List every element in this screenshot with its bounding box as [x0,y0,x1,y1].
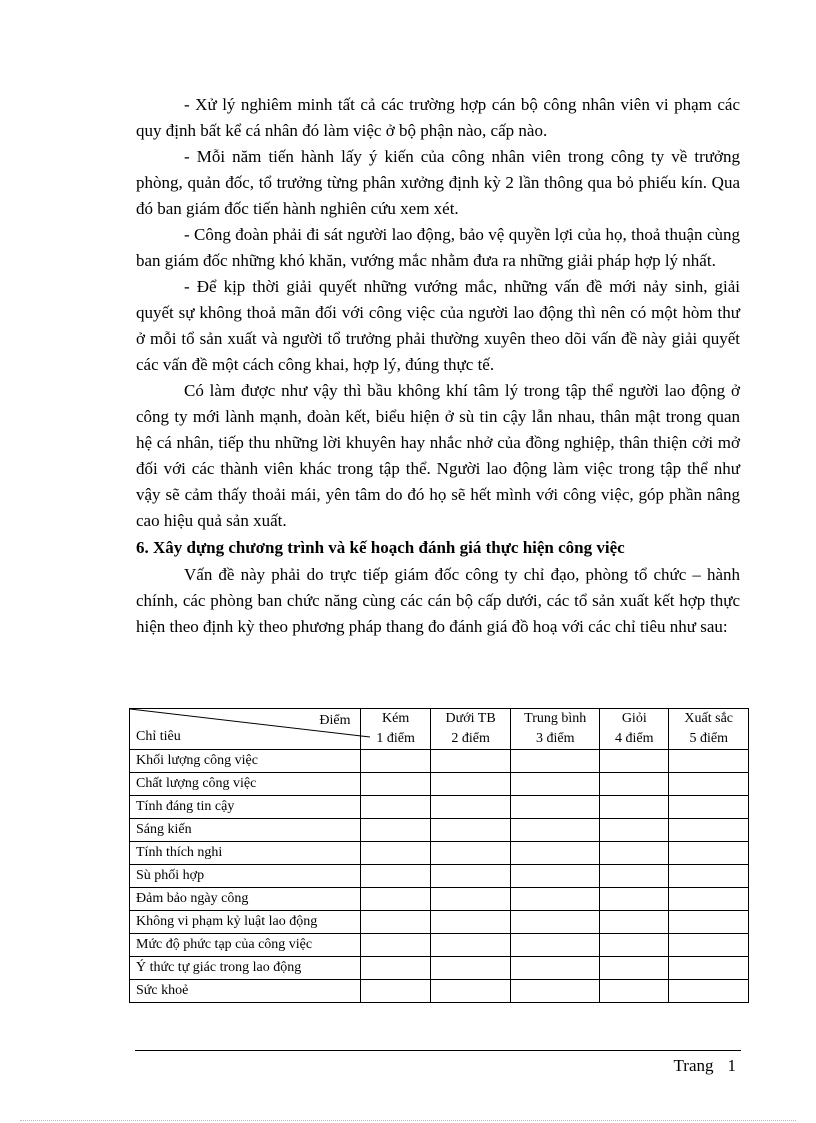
evaluation-table [129,708,749,1003]
score-cell [430,819,511,842]
column-header-score: 5 điểm [689,731,728,746]
table-row [130,888,749,911]
column-header-score: 1 điểm [376,731,415,746]
criteria-label: Không vi phạm kỷ luật lao động [130,911,361,934]
score-cell [600,796,669,819]
score-cell [669,750,749,773]
score-cell [669,957,749,980]
criteria-label: Đảm bảo ngày công [130,888,361,911]
corner-label-score: Điểm [319,713,351,728]
column-header-label: Giỏi [621,711,647,726]
score-cell [669,796,749,819]
score-cell [361,819,430,842]
footer-divider [135,1050,741,1051]
score-cell [361,888,430,911]
table-row [130,957,749,980]
score-cell [600,957,669,980]
table-header-row [130,709,749,750]
section-paragraph: Vấn đề này phải do trực tiếp giám đốc công ty chỉ đạo, phòng tổ chức – hành chính, các phòng ban chức năng cùng các cán bộ cấp dưới, các tổ sản xuất kết hợp thực hiện theo định kỳ theo phương pháp thang đo đánh giá đồ hoạ với các chỉ tiêu như sau: [136,565,740,636]
score-cell [430,796,511,819]
page-label: Trang [673,1056,714,1075]
paragraph-2: - Mỗi năm tiến hành lấy ý kiến của công nhân viên trong công ty về trưởng phòng, quản đốc, tổ trưởng từng phân xưởng định kỳ 2 lần thông qua bỏ phiếu kín. Qua đó ban giám đốc tiến hành nghiên cứu xem xét. [136,147,740,218]
score-cell [361,842,430,865]
score-cell [511,750,600,773]
table-row [130,934,749,957]
table-row [130,819,749,842]
score-cell [430,842,511,865]
column-header [361,709,430,750]
paragraph-1: - Xử lý nghiêm minh tất cả các trường hợp cán bộ công nhân viên vi phạm các quy định bất kể cá nhân đó làm việc ở bộ phận nào, cấp nào. [136,95,740,140]
score-cell [511,934,600,957]
criteria-label: Tính đáng tin cậy [130,796,361,819]
score-cell [511,888,600,911]
score-cell [430,980,511,1003]
column-header [600,709,669,750]
column-header-score: 3 điểm [535,731,575,746]
corner-label-criteria: Chỉ tiêu [136,729,181,744]
score-cell [361,934,430,957]
score-cell [361,773,430,796]
score-cell [361,796,430,819]
score-cell [430,865,511,888]
score-cell [600,842,669,865]
column-header-label: Xuất sắc [684,711,734,726]
score-cell [600,865,669,888]
score-cell [600,750,669,773]
column-header-score: 2 điểm [451,731,490,746]
score-cell [361,865,430,888]
score-cell [511,842,600,865]
score-cell [361,911,430,934]
score-cell [511,980,600,1003]
table-row [130,773,749,796]
score-cell [600,773,669,796]
score-cell [430,957,511,980]
column-header-score: 4 điểm [615,731,654,746]
criteria-label: Ý thức tự giác trong lao động [130,957,361,980]
criteria-label: Sù phối hợp [130,865,361,888]
score-cell [669,934,749,957]
score-cell [511,819,600,842]
score-cell [600,888,669,911]
score-cell [600,911,669,934]
score-cell [361,750,430,773]
criteria-label: Tính thích nghi [130,842,361,865]
criteria-label: Mức độ phức tạp của công việc [130,934,361,957]
paragraph-5: Có làm được như vậy thì bầu không khí tâm lý trong tập thể người lao động ở công ty mới lành mạnh, đoàn kết, biểu hiện ở sù tin cậy lẫn nhau, thân mật trong quan hệ cá nhân, tiếp thu những lời khuyên hay nhắc nhở của đồng nghiệp, thân thiện cởi mở đối với các thành viên khác trong tập thể. Người lao động làm việc trong tập thể như vậy sẽ cảm thấy thoải mái, yên tâm do đó họ sẽ hết mình với công việc, góp phần nâng cao hiệu quả sản xuất. [136,381,740,530]
score-cell [669,842,749,865]
score-cell [669,865,749,888]
score-cell [430,773,511,796]
criteria-label: Sáng kiến [130,819,361,842]
score-cell [600,980,669,1003]
column-header [511,709,600,750]
score-cell [430,888,511,911]
score-cell [600,819,669,842]
score-cell [430,750,511,773]
score-cell [511,796,600,819]
criteria-label: Khối lượng công việc [130,750,361,773]
paragraph-4: - Để kịp thời giải quyết những vướng mắc, những vấn đề mới nảy sinh, giải quyết sự không thoả mãn đối với công việc của người lao động thì nên có một hòm thư ở mỗi tổ sản xuất và người tổ trưởng phải thường xuyên theo dõi vấn đề này giải quyết các vấn đề một cách công khai, hợp lý, đúng thực tế. [136,277,740,374]
score-cell [669,911,749,934]
page-break-line [20,1120,796,1121]
column-header-label: Dưới TB [445,711,496,726]
column-header [669,709,749,750]
page-number-value: 1 [727,1056,736,1075]
section-heading: 6. Xây dựng chương trình và kế hoạch đánh giá thực hiện công việc [136,538,625,557]
criteria-label: Sức khoẻ [130,980,361,1003]
score-cell [511,911,600,934]
score-cell [361,957,430,980]
score-cell [511,773,600,796]
score-cell [600,934,669,957]
score-cell [361,980,430,1003]
score-cell [669,773,749,796]
table-row [130,980,749,1003]
column-header-label: Trung bình [524,711,587,726]
table-row [130,842,749,865]
page-number [674,1056,737,1076]
criteria-label: Chất lượng công việc [130,773,361,796]
column-header-label: Kém [382,711,410,726]
column-header [430,709,511,750]
score-cell [669,819,749,842]
body-text [136,92,740,640]
score-cell [669,888,749,911]
score-cell [511,957,600,980]
score-cell [430,911,511,934]
score-cell [511,865,600,888]
table-corner-cell [130,709,361,750]
paragraph-3: - Công đoàn phải đi sát người lao động, bảo vệ quyền lợi của họ, thoả thuận cùng ban giám đốc những khó khăn, vướng mắc nhằm đưa ra những giải pháp hợp lý nhất. [136,225,740,270]
table-row [130,796,749,819]
score-cell [430,934,511,957]
table-row [130,911,749,934]
table-row [130,865,749,888]
score-cell [669,980,749,1003]
